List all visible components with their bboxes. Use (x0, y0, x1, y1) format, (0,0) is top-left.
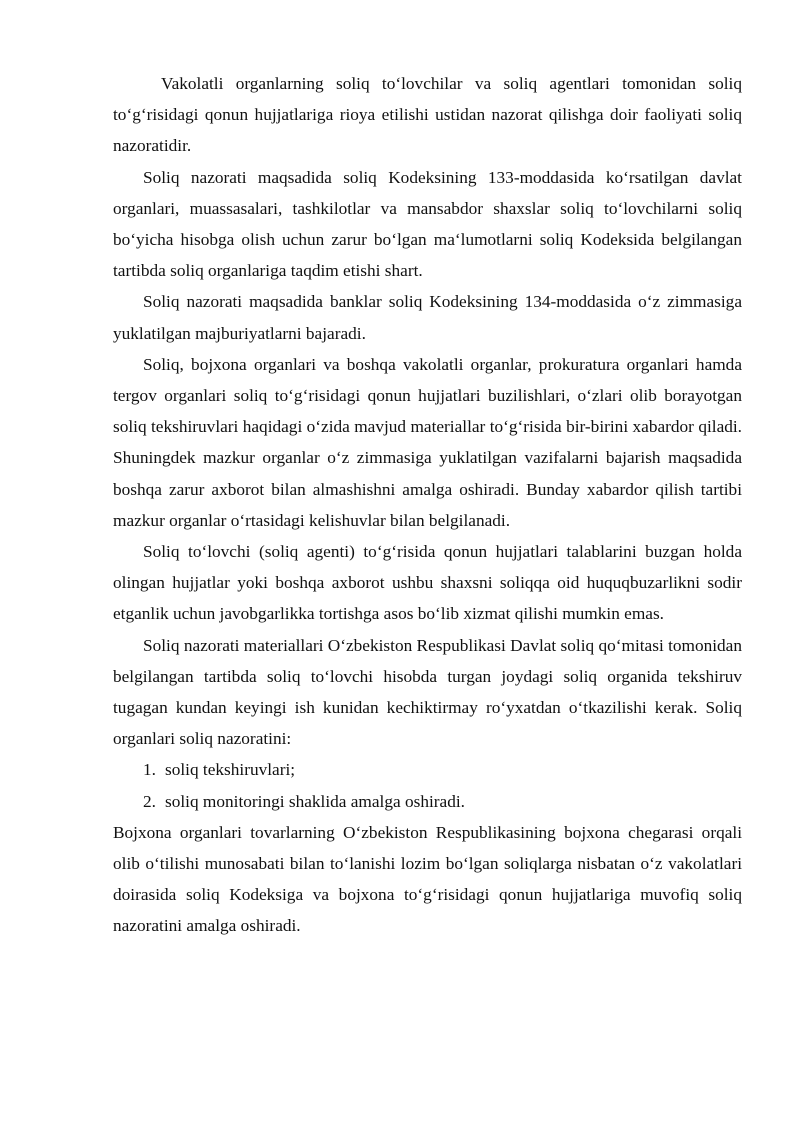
list-item (113, 786, 742, 817)
paragraph-customs-control: Bojxona organlari tovarlarning O‘zbekiston Respublikasining bojxona chegarasi orqali olib o‘tilishi munosabati bilan to‘lanishi lozim bo‘lgan soliqlarga nisbatan o‘z vakolatlari doirasida soliq Kodeksiga va bojxona to‘g‘risidagi qonun hujjatlariga muvofiq soliq nazoratini amalga oshiradi. (113, 822, 742, 936)
paragraph-state-bodies-info: Soliq nazorati maqsadida soliq Kodeksining 133-moddasida ko‘rsatilgan davlat organlari, muassasalari, tashkilotlar va mansabdor shaxslar soliq to‘lovchilarni soliq bo‘yicha hisobga olish uchun zarur bo‘lgan ma‘lumotlarni soliq Kodeksida belgilangan tartibda soliq organlariga taqdim etishi shart. (113, 167, 742, 281)
document-page (113, 68, 742, 942)
list-number: 1. (143, 760, 156, 780)
paragraph-unlawful-evidence: Soliq to‘lovchi (soliq agenti) to‘g‘risida qonun hujjatlari talablarini buzgan holda olingan hujjatlar yoki boshqa axborot ushbu shaxsni soliqqa oid huquqbuzarlikni sodir etganlik uchun javobgarlikka tortishga asos bo‘lib xizmat qilishi mumkin emas. (113, 542, 742, 624)
tax-control-forms-list (113, 754, 742, 816)
paragraph-materials-registration: Soliq nazorati materiallari O‘zbekiston Respublikasi Davlat soliq qo‘mitasi tomonidan belgilangan tartibda soliq to‘lovchi hisobda turgan joydagi soliq organida tekshiruv tugagan kundan keyingi ish kunidan kechiktirmay ro‘yxatdan o‘tkazilishi kerak. Soliq organlari soliq nazoratini: (113, 635, 742, 749)
list-text: soliq monitoringi shaklida amalga oshiradi. (165, 791, 465, 811)
paragraph-tax-control-definition: Vakolatli organlarning soliq to‘lovchilar va soliq agentlari tomonidan soliq to‘g‘risidagi qonun hujjatlariga rioya etilishi ustidan nazorat qilishga doir faoliyati soliq nazoratidir. (113, 74, 742, 156)
paragraph-banks-obligations: Soliq nazorati maqsadida banklar soliq Kodeksining 134-moddasida o‘z zimmasiga yuklatilgan majburiyatlarni bajaradi. (113, 292, 742, 343)
list-number: 2. (143, 791, 156, 811)
list-item (113, 754, 742, 785)
list-text: soliq tekshiruvlari; (165, 760, 296, 780)
paragraph-information-exchange: Soliq, bojxona organlari va boshqa vakolatli organlar, prokuratura organlari hamda tergov organlari soliq to‘g‘risidagi qonun hujjatlari buzilishlari, o‘zlari olib borayotgan soliq tekshiruvlari haqidagi o‘zida mavjud materiallar to‘g‘risida bir-birini xabardor qiladi. Shuningdek mazkur organlar o‘z zimmasiga yuklatilgan vazifalarni bajarish maqsadida boshqa zarur axborot bilan almashishni amalga oshiradi. Bunday xabardor qilish tartibi mazkur organlar o‘rtasidagi kelishuvlar bilan belgilanadi. (113, 354, 742, 530)
